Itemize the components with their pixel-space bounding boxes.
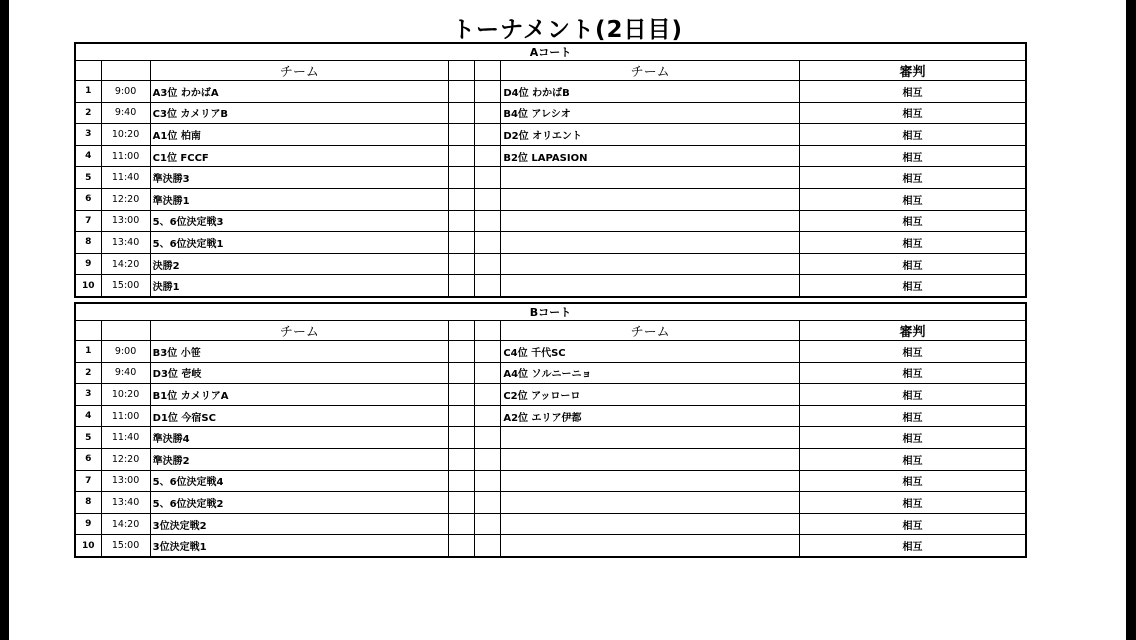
referee: 相互: [799, 362, 1026, 384]
referee: 相互: [799, 102, 1026, 124]
home-team: D3位 壱岐: [150, 362, 449, 384]
referee: 相互: [799, 535, 1026, 557]
match-time: 10:20: [101, 384, 150, 406]
home-team: B3位 小笹: [150, 341, 449, 363]
team-header-left: チーム: [150, 61, 449, 81]
match-time: 12:20: [101, 448, 150, 470]
home-team: 決勝2: [150, 253, 449, 275]
home-team: 5、6位決定戦4: [150, 470, 449, 492]
match-time: 11:00: [101, 405, 150, 427]
match-row: [75, 405, 1026, 427]
match-number: 6: [75, 188, 101, 210]
match-row: [75, 188, 1026, 210]
match-row: [75, 341, 1026, 363]
away-score-cell: [475, 492, 501, 514]
match-row: [75, 124, 1026, 146]
match-time: 13:40: [101, 492, 150, 514]
away-team: [501, 210, 800, 232]
away-team: [501, 427, 800, 449]
home-team: A3位 わかばA: [150, 81, 449, 103]
match-number: 1: [75, 341, 101, 363]
home-score-cell: [449, 362, 475, 384]
match-row: [75, 470, 1026, 492]
match-number: 4: [75, 145, 101, 167]
home-score-cell: [449, 81, 475, 103]
match-number: 6: [75, 448, 101, 470]
away-score-cell: [475, 341, 501, 363]
away-team: [501, 535, 800, 557]
match-time: 13:00: [101, 210, 150, 232]
home-team: C1位 FCCF: [150, 145, 449, 167]
referee: 相互: [799, 492, 1026, 514]
score-header: [475, 321, 501, 341]
away-score-cell: [475, 470, 501, 492]
match-row: [75, 362, 1026, 384]
away-score-cell: [475, 232, 501, 254]
home-team: 5、6位決定戦1: [150, 232, 449, 254]
home-score-cell: [449, 405, 475, 427]
court-b-schedule-table: [74, 302, 1027, 558]
away-score-cell: [475, 102, 501, 124]
home-team: B1位 カメリアA: [150, 384, 449, 406]
away-score-cell: [475, 384, 501, 406]
home-score-cell: [449, 253, 475, 275]
match-number: 8: [75, 232, 101, 254]
away-team: [501, 470, 800, 492]
match-number: 7: [75, 470, 101, 492]
home-team: 準決勝2: [150, 448, 449, 470]
court-name: Aコート: [75, 43, 1026, 61]
away-team: [501, 232, 800, 254]
away-team: C2位 アッローロ: [501, 384, 800, 406]
referee: 相互: [799, 448, 1026, 470]
away-team: B4位 アレシオ: [501, 102, 800, 124]
away-score-cell: [475, 124, 501, 146]
match-time: 9:40: [101, 362, 150, 384]
match-time: 13:00: [101, 470, 150, 492]
away-score-cell: [475, 405, 501, 427]
away-team: C4位 千代SC: [501, 341, 800, 363]
document-page: [9, 0, 1126, 640]
header-blank: [75, 61, 101, 81]
match-number: 5: [75, 167, 101, 189]
header-blank: [75, 321, 101, 341]
home-team: C3位 カメリアB: [150, 102, 449, 124]
referee: 相互: [799, 232, 1026, 254]
home-score-cell: [449, 341, 475, 363]
score-header: [475, 61, 501, 81]
match-time: 9:00: [101, 81, 150, 103]
referee: 相互: [799, 341, 1026, 363]
referee: 相互: [799, 253, 1026, 275]
away-team: [501, 492, 800, 514]
home-score-cell: [449, 145, 475, 167]
home-team: 準決勝1: [150, 188, 449, 210]
away-score-cell: [475, 253, 501, 275]
home-score-cell: [449, 384, 475, 406]
referee: 相互: [799, 81, 1026, 103]
court-name: Bコート: [75, 303, 1026, 321]
match-number: 2: [75, 362, 101, 384]
match-row: [75, 535, 1026, 557]
match-time: 14:20: [101, 513, 150, 535]
home-score-cell: [449, 492, 475, 514]
away-score-cell: [475, 81, 501, 103]
away-score-cell: [475, 167, 501, 189]
match-row: [75, 145, 1026, 167]
match-row: [75, 448, 1026, 470]
away-score-cell: [475, 448, 501, 470]
score-header: [449, 321, 475, 341]
away-score-cell: [475, 275, 501, 297]
court-a-schedule-table: [74, 42, 1027, 298]
header-blank: [101, 321, 150, 341]
home-score-cell: [449, 232, 475, 254]
match-number: 3: [75, 384, 101, 406]
match-time: 15:00: [101, 275, 150, 297]
away-team: [501, 513, 800, 535]
match-number: 7: [75, 210, 101, 232]
home-team: 準決勝3: [150, 167, 449, 189]
home-score-cell: [449, 124, 475, 146]
home-score-cell: [449, 210, 475, 232]
home-score-cell: [449, 167, 475, 189]
match-row: [75, 513, 1026, 535]
referee: 相互: [799, 275, 1026, 297]
referee: 相互: [799, 188, 1026, 210]
referee: 相互: [799, 405, 1026, 427]
match-row: [75, 232, 1026, 254]
match-time: 13:40: [101, 232, 150, 254]
match-row: [75, 210, 1026, 232]
home-team: 3位決定戦2: [150, 513, 449, 535]
referee: 相互: [799, 210, 1026, 232]
away-score-cell: [475, 145, 501, 167]
team-header-right: チーム: [501, 61, 800, 81]
match-row: [75, 275, 1026, 297]
away-team: A2位 エリア伊都: [501, 405, 800, 427]
referee: 相互: [799, 470, 1026, 492]
home-team: 3位決定戦1: [150, 535, 449, 557]
match-time: 12:20: [101, 188, 150, 210]
match-number: 8: [75, 492, 101, 514]
match-row: [75, 384, 1026, 406]
home-team: 決勝1: [150, 275, 449, 297]
away-score-cell: [475, 427, 501, 449]
match-number: 9: [75, 253, 101, 275]
score-header: [449, 61, 475, 81]
home-score-cell: [449, 102, 475, 124]
match-number: 2: [75, 102, 101, 124]
match-time: 9:40: [101, 102, 150, 124]
match-row: [75, 492, 1026, 514]
away-team: D2位 オリエント: [501, 124, 800, 146]
match-number: 10: [75, 535, 101, 557]
away-team: A4位 ソルニーニョ: [501, 362, 800, 384]
team-header-right: チーム: [501, 321, 800, 341]
home-score-cell: [449, 470, 475, 492]
match-time: 10:20: [101, 124, 150, 146]
home-score-cell: [449, 427, 475, 449]
referee: 相互: [799, 167, 1026, 189]
home-score-cell: [449, 275, 475, 297]
away-team: [501, 448, 800, 470]
home-team: A1位 柏南: [150, 124, 449, 146]
home-score-cell: [449, 535, 475, 557]
away-score-cell: [475, 513, 501, 535]
match-time: 9:00: [101, 341, 150, 363]
match-row: [75, 167, 1026, 189]
away-score-cell: [475, 362, 501, 384]
home-team: D1位 今宿SC: [150, 405, 449, 427]
away-team: [501, 253, 800, 275]
away-team: [501, 275, 800, 297]
referee: 相互: [799, 384, 1026, 406]
referee-header: 審判: [799, 61, 1026, 81]
match-time: 11:40: [101, 427, 150, 449]
home-score-cell: [449, 188, 475, 210]
header-blank: [101, 61, 150, 81]
match-time: 11:40: [101, 167, 150, 189]
match-number: 10: [75, 275, 101, 297]
page-title: トーナメント(2日目): [451, 17, 684, 43]
home-team: 5、6位決定戦3: [150, 210, 449, 232]
match-number: 3: [75, 124, 101, 146]
team-header-left: チーム: [150, 321, 449, 341]
match-row: [75, 102, 1026, 124]
home-score-cell: [449, 448, 475, 470]
away-score-cell: [475, 210, 501, 232]
away-score-cell: [475, 188, 501, 210]
match-number: 5: [75, 427, 101, 449]
match-number: 9: [75, 513, 101, 535]
away-team: [501, 167, 800, 189]
home-team: 5、6位決定戦2: [150, 492, 449, 514]
away-team: [501, 188, 800, 210]
match-time: 15:00: [101, 535, 150, 557]
referee: 相互: [799, 513, 1026, 535]
referee: 相互: [799, 427, 1026, 449]
away-score-cell: [475, 535, 501, 557]
referee: 相互: [799, 124, 1026, 146]
match-row: [75, 253, 1026, 275]
referee-header: 審判: [799, 321, 1026, 341]
away-team: B2位 LAPASION: [501, 145, 800, 167]
match-number: 1: [75, 81, 101, 103]
match-row: [75, 427, 1026, 449]
home-score-cell: [449, 513, 475, 535]
referee: 相互: [799, 145, 1026, 167]
match-time: 14:20: [101, 253, 150, 275]
match-number: 4: [75, 405, 101, 427]
match-row: [75, 81, 1026, 103]
home-team: 準決勝4: [150, 427, 449, 449]
match-time: 11:00: [101, 145, 150, 167]
away-team: D4位 わかばB: [501, 81, 800, 103]
